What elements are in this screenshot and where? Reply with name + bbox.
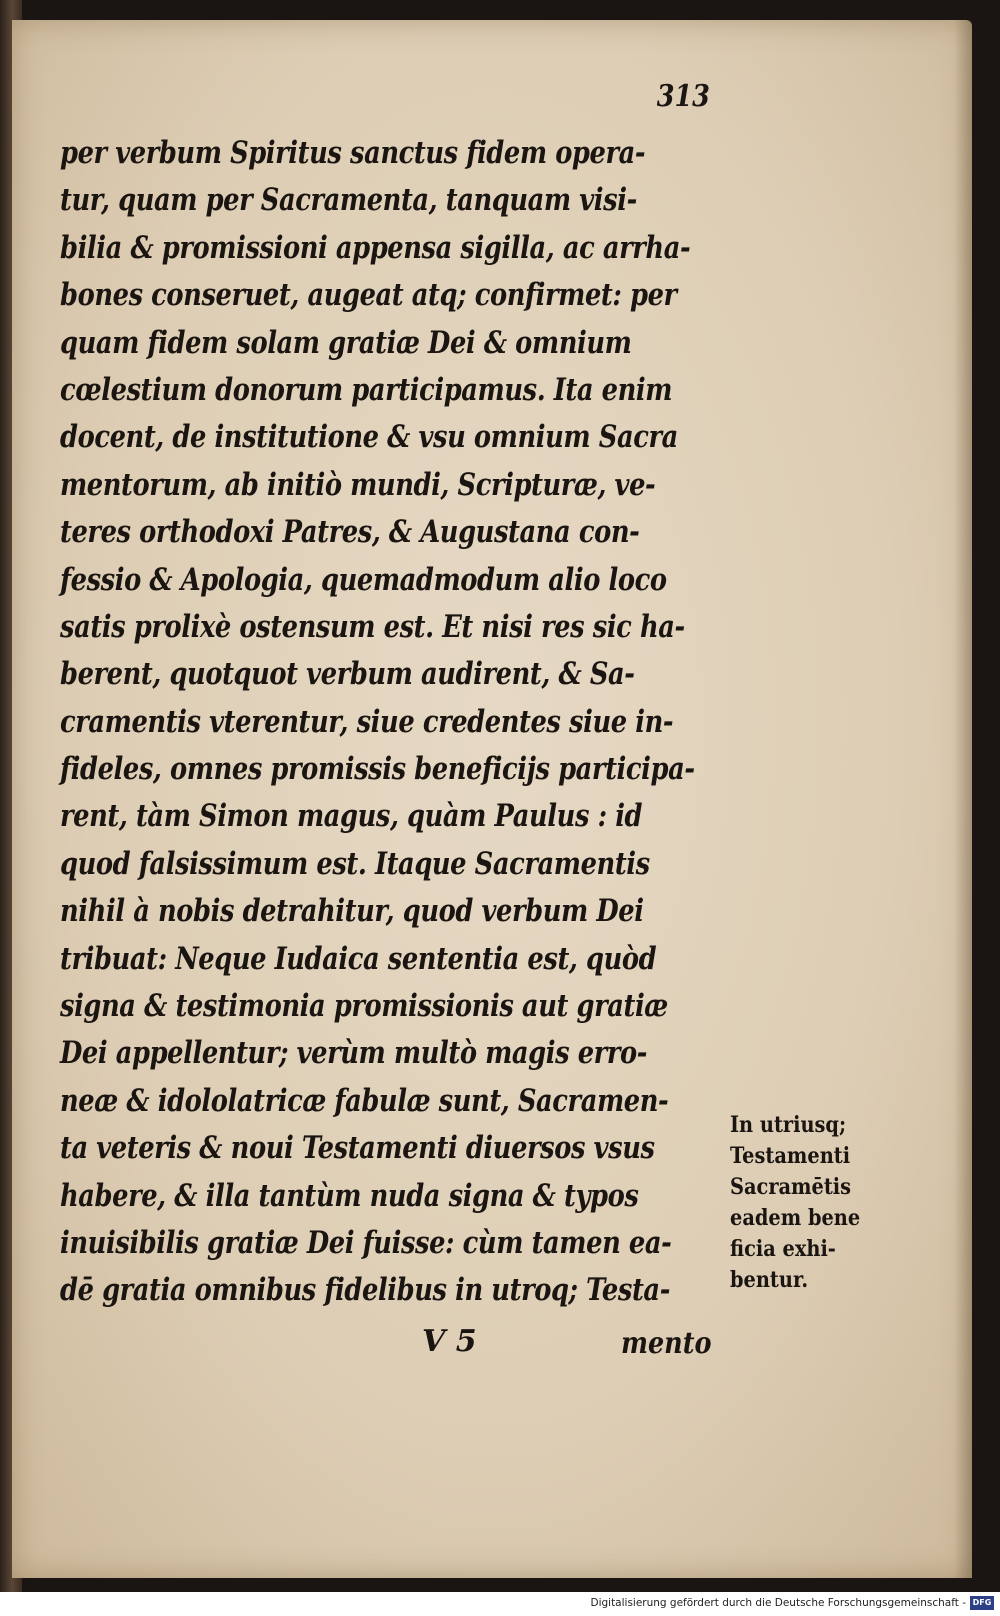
text-line: nihil à nobis detrahitur, quod verbum Dei xyxy=(60,893,644,930)
text-line: ta veteris & noui Testamenti diuersos vsus xyxy=(60,1130,655,1167)
marginal-note-line: Sacramētis xyxy=(730,1174,852,1200)
text-line: berent, quotquot verbum audirent, & Sa- xyxy=(60,656,635,693)
marginal-note xyxy=(730,1110,890,1296)
credit-footer xyxy=(0,1592,1000,1616)
text-line: tribuat: Neque Iudaica sententia est, quòd xyxy=(60,940,657,977)
text-line: quam fidem solam gratiæ Dei & omnium xyxy=(60,324,632,361)
page-number: 313 xyxy=(656,79,710,114)
catchword: mento xyxy=(621,1326,712,1361)
text-line: habere, & illa tantùm nuda signa & typos xyxy=(60,1177,639,1214)
signature-mark: V 5 xyxy=(422,1324,477,1359)
marginal-note-line: In utriusq; xyxy=(730,1112,847,1138)
text-line: teres orthodoxi Patres, & Augustana con- xyxy=(60,514,640,551)
main-text-block xyxy=(60,130,720,1315)
text-line: per verbum Spiritus sanctus fidem opera- xyxy=(60,135,646,171)
text-line: bones conseruet, augeat atq; confirmet: per xyxy=(60,277,677,314)
text-line: satis prolixè ostensum est. Et nisi res sic ha- xyxy=(60,608,685,645)
text-line: mentorum, ab initiò mundi, Scripturæ, ve- xyxy=(60,466,656,503)
text-line: Dei appellentur; verùm multò magis erro- xyxy=(60,1035,647,1072)
page-edge-shadow xyxy=(954,20,972,1578)
text-line: quod falsissimum est. Itaque Sacramentis xyxy=(60,845,650,882)
book-page xyxy=(12,20,972,1578)
marginal-note-line: Testamenti xyxy=(730,1143,851,1169)
text-line: cramentis vterentur, siue credentes siue in- xyxy=(60,703,674,740)
marginal-note-line: ficia exhi- xyxy=(730,1236,836,1262)
text-line: bilia & promissioni appensa sigilla, ac arrha- xyxy=(60,229,691,266)
text-line: neæ & idololatricæ fabulæ sunt, Sacramen- xyxy=(60,1082,669,1119)
text-line: cœlestium donorum participamus. Ita enim xyxy=(60,371,673,408)
catchline xyxy=(422,1316,722,1366)
marginal-note-line: bentur. xyxy=(730,1267,809,1293)
text-line: dē gratia omnibus fidelibus in utroq; Testa- xyxy=(60,1272,670,1309)
text-line: tur, quam per Sacramenta, tanquam visi- xyxy=(60,182,637,219)
text-line: inuisibilis gratiæ Dei fuisse: cùm tamen ea- xyxy=(60,1224,672,1261)
marginal-note-line: eadem bene xyxy=(730,1205,861,1231)
text-line: rent, tàm Simon magus, quàm Paulus : id xyxy=(60,798,643,835)
text-line: fideles, omnes promissis beneficijs participa- xyxy=(60,751,695,788)
text-line: fessio & Apologia, quemadmodum alio loco xyxy=(60,561,667,598)
text-line: docent, de institutione & vsu omnium Sacra xyxy=(60,419,678,456)
text-line: signa & testimonia promissionis aut gratiæ xyxy=(60,988,668,1025)
dfg-logo-icon: DFG xyxy=(970,1596,994,1610)
funding-credit: Digitalisierung gefördert durch die Deutsche Forschungsgemeinschaft - xyxy=(590,1597,966,1609)
